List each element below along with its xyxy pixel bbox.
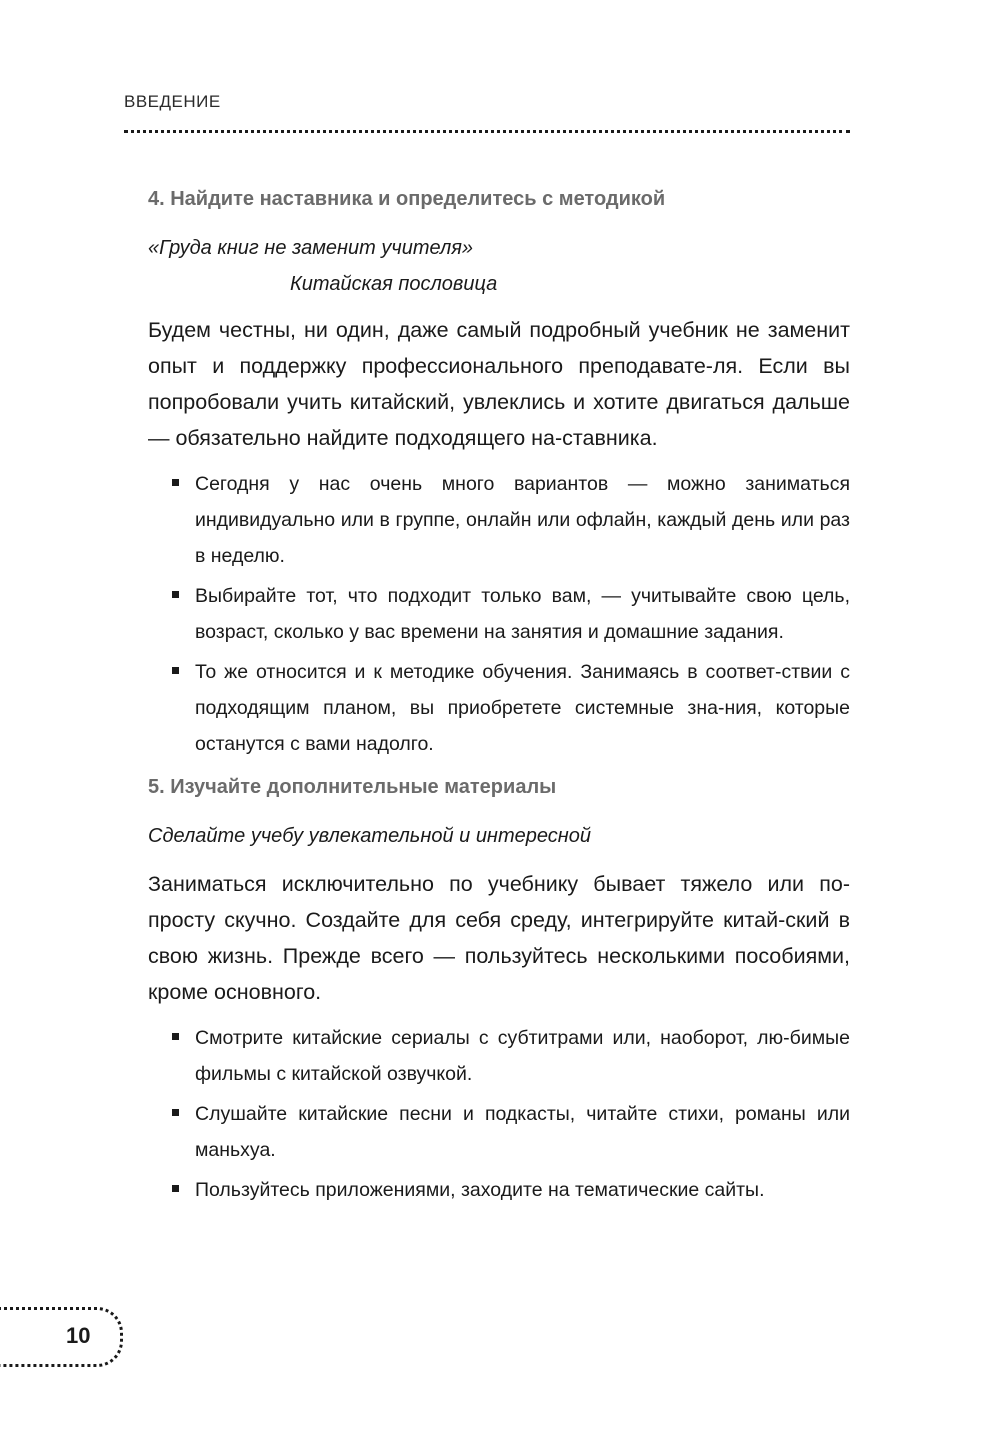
section-4-title: 4. Найдите наставника и определитесь с методикой xyxy=(148,188,666,210)
list-item-text: Выбирайте тот, что подходит только вам, — учитывайте свою цель, возраст, сколько у вас времени на занятия и домашние задания. xyxy=(195,585,850,643)
header-dotted-rule xyxy=(124,130,850,133)
list-item-text: Пользуйтесь приложениями, заходите на тематические сайты. xyxy=(195,1179,765,1201)
bullet-square-icon xyxy=(172,667,179,674)
page-content xyxy=(148,184,850,1218)
bullet-square-icon xyxy=(172,1033,179,1040)
section-4-bullet-list xyxy=(148,466,850,762)
list-item-text: То же относится и к методике обучения. Занимаясь в соответ-ствии с подходящим планом, вы приобретете системные зна-ния, которые останутся с вами надолго. xyxy=(195,661,850,755)
bullet-square-icon xyxy=(172,1109,179,1116)
list-item-text: Сегодня у нас очень много вариантов — можно заниматься индивидуально или в группе, онлайн или офлайн, каждый день или раз в неделю. xyxy=(195,473,850,567)
bullet-square-icon xyxy=(172,1185,179,1192)
section-5-bullet-list xyxy=(148,1020,850,1208)
section-4-paragraph: Будем честны, ни один, даже самый подробный учебник не заменит опыт и поддержку профессионального преподавате-ля. Если вы попробовали учить китайский, увлеклись и хотите двигаться дальше — обязательно найдите подходящего на-ставника. xyxy=(148,318,850,450)
page-number: 10 xyxy=(66,1323,91,1348)
list-item xyxy=(148,654,850,762)
list-item xyxy=(148,1096,850,1168)
bullet-square-icon xyxy=(172,591,179,598)
section-5-title: 5. Изучайте дополнительные материалы xyxy=(148,776,557,798)
section-5-epigraph: Сделайте учебу увлекательной и интересной xyxy=(148,825,591,847)
page-number-tab xyxy=(0,1307,123,1367)
bullet-square-icon xyxy=(172,479,179,486)
epigraph-source: Китайская пословица xyxy=(290,273,498,295)
epigraph-quote: «Груда книг не заменит учителя» xyxy=(148,237,474,259)
list-item xyxy=(148,578,850,650)
running-head: ВВЕДЕНИЕ xyxy=(124,92,221,111)
list-item xyxy=(148,1172,850,1208)
section-5-paragraph: Заниматься исключительно по учебнику бывает тяжело или по-просту скучно. Создайте для себя среду, интегрируйте китай-ский в свою жизнь. Прежде всего — пользуйтесь несколькими пособиями, кроме основного. xyxy=(148,872,850,1004)
section-4-epigraph xyxy=(148,230,850,302)
list-item-text: Смотрите китайские сериалы с субтитрами или, наоборот, лю-бимые фильмы с китайской озвучкой. xyxy=(195,1027,850,1085)
list-item xyxy=(148,466,850,574)
list-item xyxy=(148,1020,850,1092)
list-item-text: Слушайте китайские песни и подкасты, читайте стихи, романы или маньхуа. xyxy=(195,1103,850,1161)
